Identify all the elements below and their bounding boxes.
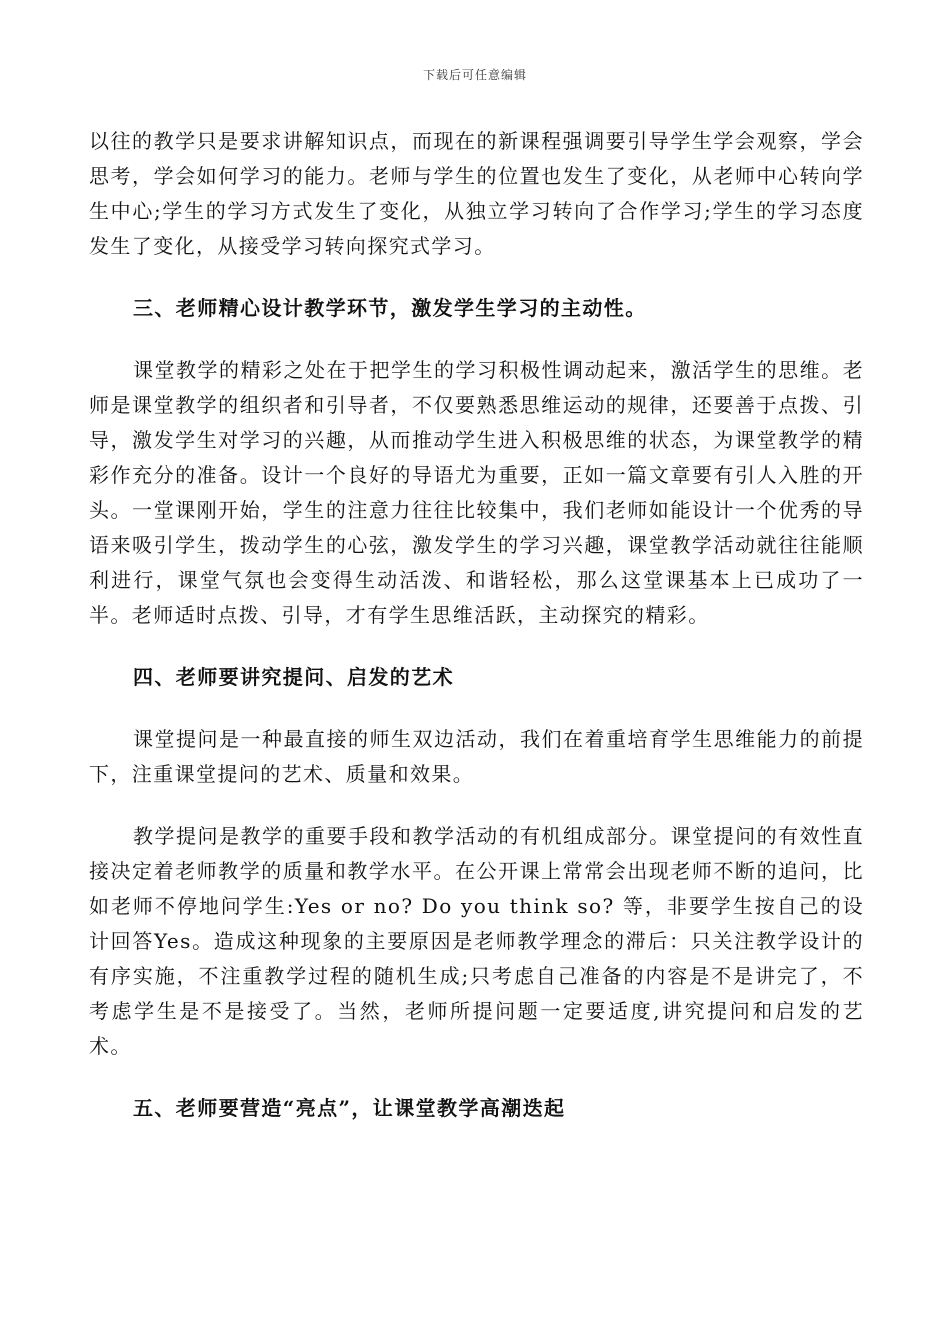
- paragraph-classroom-design: 课堂教学的精彩之处在于把学生的学习积极性调动起来，激活学生的思维。老师是课堂教学的组织者和引导者，不仅要熟悉思维运动的规律，还要善于点拨、引导，激发学生对学习的兴趣，从而推动学生进入积极思维的状态，为课堂教学的精彩作充分的准备。设计一个良好的导语尤为重要，正如一篇文章要有引人入胜的开头。一堂课刚开始，学生的注意力往往比较集中，我们老师如能设计一个优秀的导语来吸引学生，拨动学生的心弦，激发学生的学习兴趣，课堂教学活动就往往能顺利进行，课堂气氛也会变得生动活泼、和谐轻松，那么这堂课基本上已成功了一半。老师适时点拨、引导，才有学生思维活跃，主动探究的精彩。: [89, 358, 864, 627]
- paragraph-gap: [89, 264, 864, 291]
- paragraph-learning-change: 以往的教学只是要求讲解知识点，而现在的新课程强调要引导学生学会观察，学会思考，学会如何学习的能力。老师与学生的位置也发生了变化，从老师中心转向学生中心;学生的学习方式发生了变化，从独立学习转向了合作学习;学生的学习态度发生了变化，从接受学习转向探究式学习。: [89, 129, 864, 258]
- paragraph-classroom-questions: 课堂提问是一种最直接的师生双边活动，我们在着重培育学生思维能力的前提下，注重课堂提问的艺术、质量和效果。: [89, 727, 864, 786]
- document-body: [89, 124, 864, 1126]
- section-heading-4: 四、老师要讲究提问、启发的艺术: [133, 665, 454, 689]
- paragraph-teaching-questions: 教学提问是教学的重要手段和教学活动的有机组成部分。课堂提问的有效性直接决定着老师教学的质量和教学水平。在公开课上常常会出现老师不断的追问，比如老师不停地问学生:Yes or no? Do you think so? 等，非要学生按自己的设计回答Yes。造成这种现象的主要原因是老师教学理念的滞后：只关注教学设计的有序实施，不注重教学过程的随机生成;只考虑自己准备的内容是不是讲完了，不考虑学生是不是接受了。当然，老师所提问题一定要适度,讲究提问和启发的艺术。: [89, 824, 864, 1058]
- paragraph-gap: [89, 1064, 864, 1091]
- page-header: 下载后可任意编辑: [422, 68, 527, 82]
- paragraph-gap: [89, 695, 864, 722]
- paragraph-gap: [89, 326, 864, 353]
- paragraph-gap: [89, 792, 864, 819]
- section-heading-3: 三、老师精心设计教学环节，激发学生学习的主动性。: [133, 296, 647, 320]
- section-heading-5: 五、老师要营造“亮点”，让课堂教学高潮迭起: [133, 1096, 566, 1120]
- paragraph-gap: [89, 633, 864, 660]
